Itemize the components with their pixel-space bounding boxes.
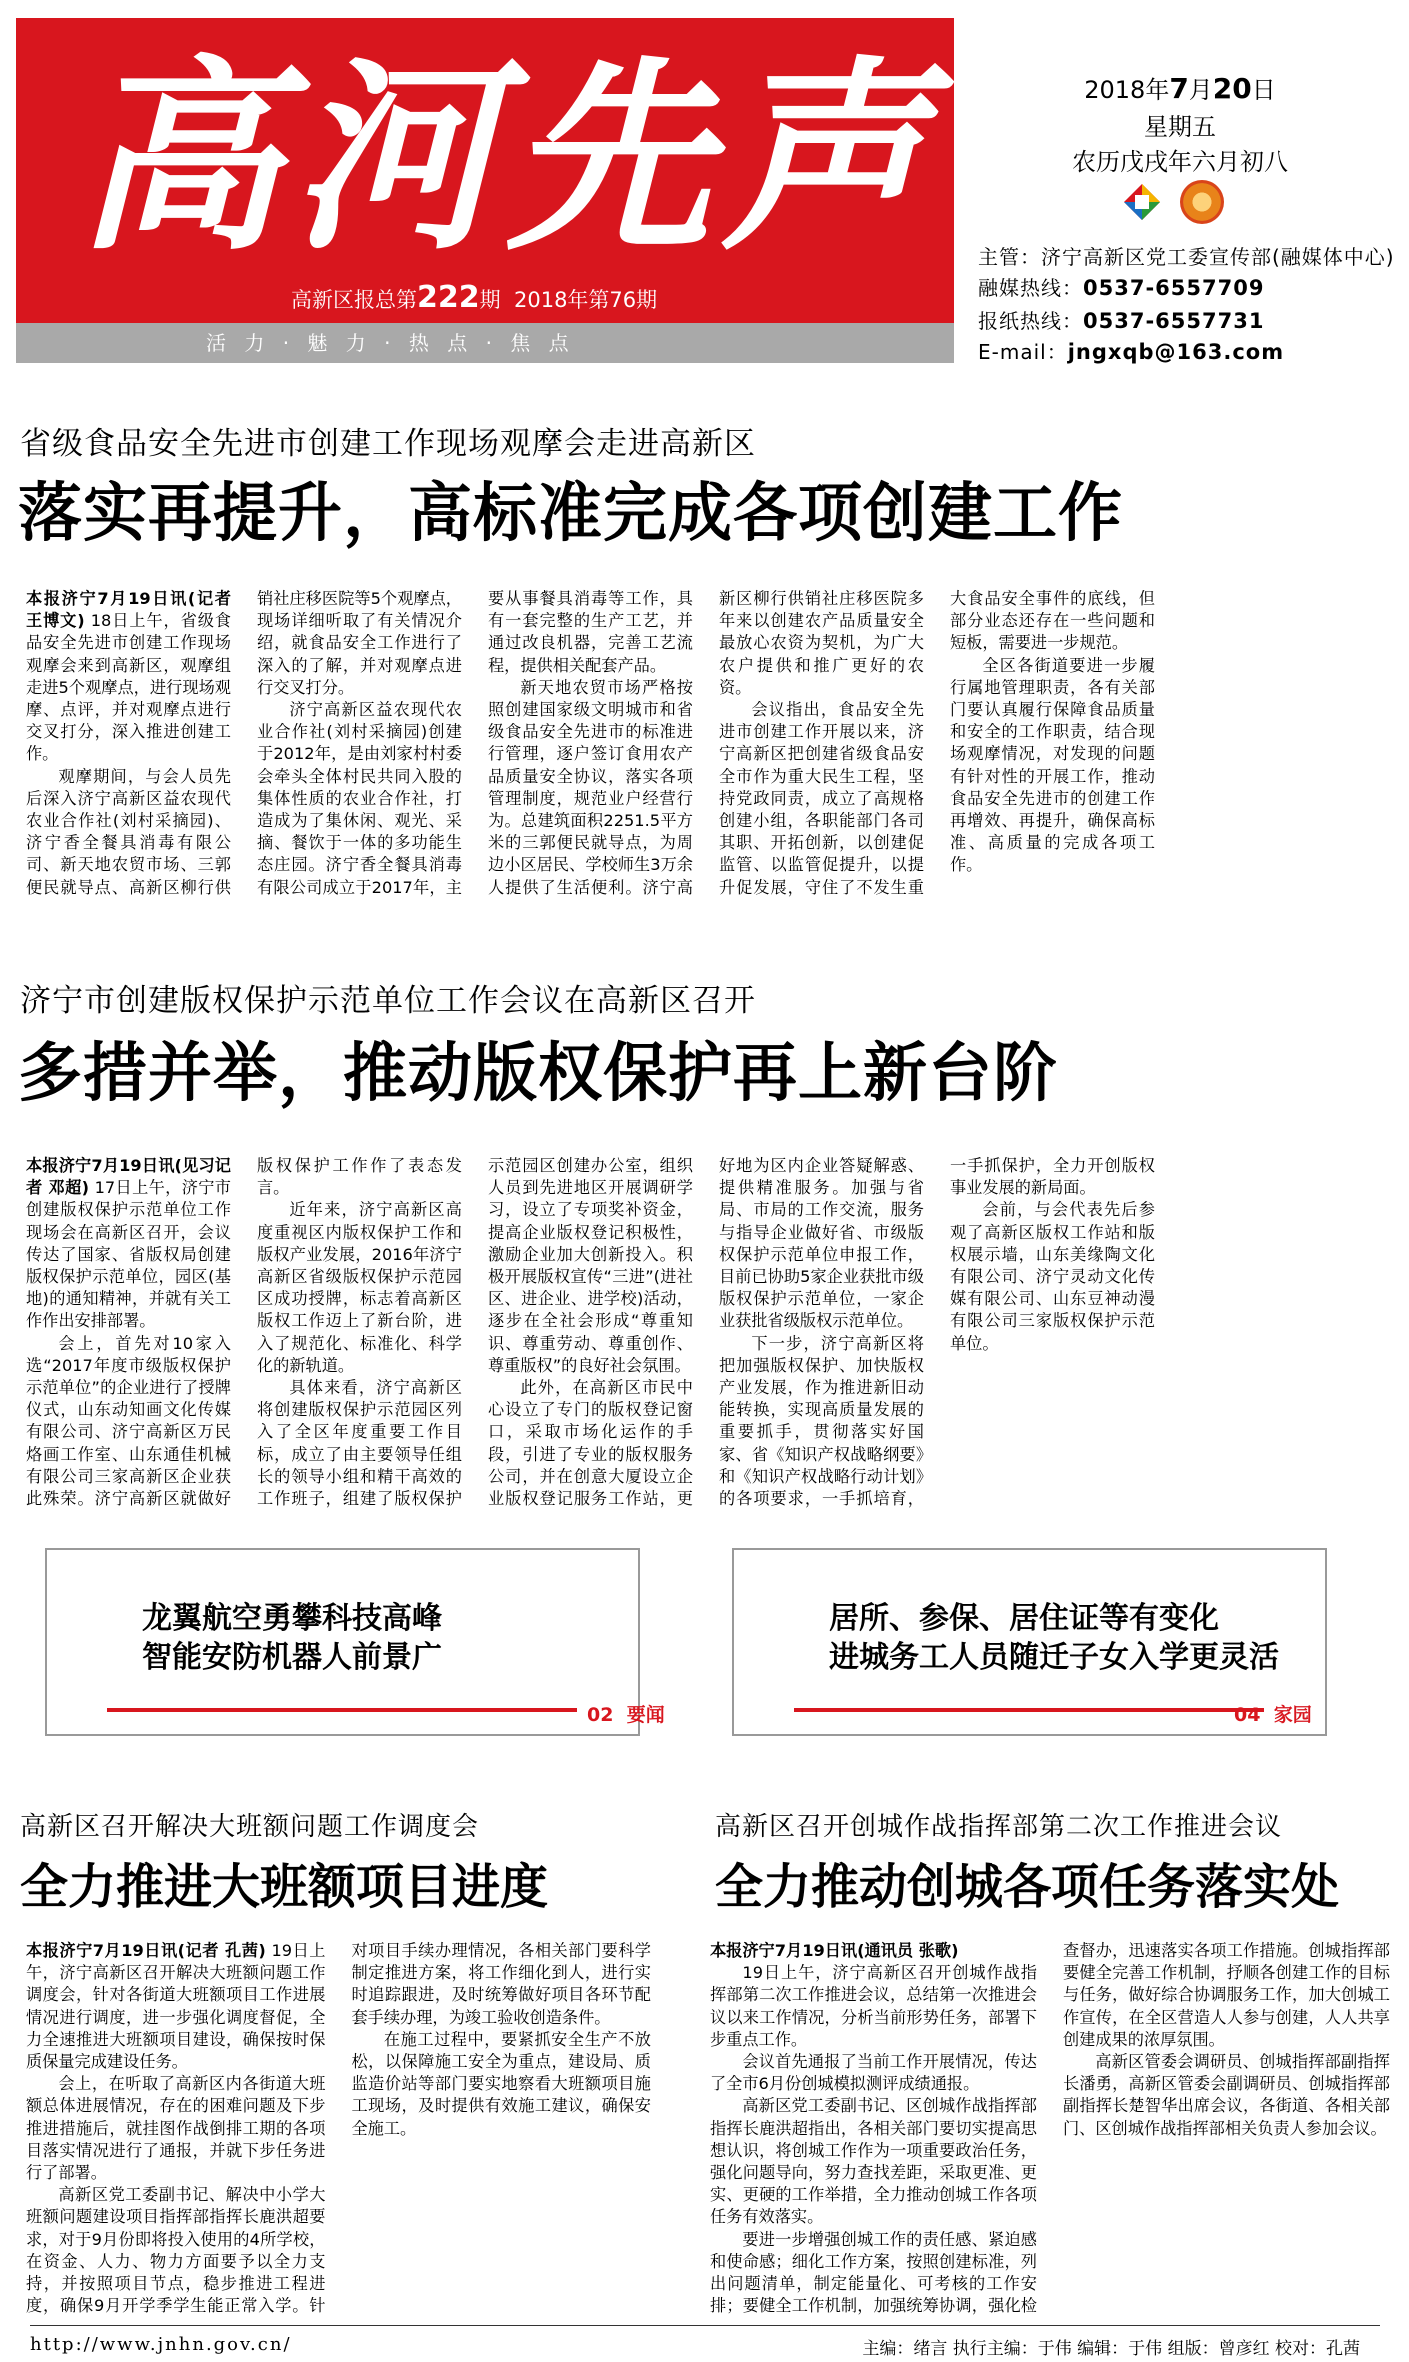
media-center-logo-icon	[1180, 180, 1224, 224]
article1-kicker: 省级食品安全先进市创建工作现场观摩会走进高新区	[20, 426, 756, 462]
article2-dateline: 本报济宁7月19日讯(见习记者 邓超)	[26, 1156, 231, 1198]
teaser-box-left[interactable]	[45, 1548, 665, 1736]
article2-paragraph: 下一步，济宁高新区将把加强版权保护、加快版权产业发展，作为推进新旧动能转换，实现高质量发展的重要抓手，贯彻落实好国家、省《知识产权战略纲要》和《知识产权战略行动计划》的各项要求，一手抓培育，一手抓保护，全力开创版权事业发展的新局面。	[719, 1156, 1155, 1509]
teaser-box-right[interactable]	[732, 1548, 1327, 1736]
article1-dateline: 本报济宁7月19日讯(记者 王博文)	[26, 589, 231, 631]
issue-number: 高新区报总第222期 2018年第76期	[291, 280, 658, 315]
email-contact: E-mail：jngxqb@163.com	[978, 340, 1285, 364]
website-link[interactable]: http://www.jnhn.gov.cn/	[30, 2334, 292, 2355]
article3-body: 本报济宁7月19日讯(记者 孔茜) 19日上午，济宁高新区召开解决大班额问题工作调度会，针对各街道大班额项目工作进展情况进行调度，进一步强化调度督促，全力全速推进大班额项目建设，确保按时保质保量完成建设任务。 会上，在听取了高新区内各街道大班额总体进展情况，存在的困难问题及下步推进措施后，就挂图作战倒排工期的各项目落实情况进行了通报，并就下步任务进行了部署。 高新区党工委副书记、解决中小学大班额问题建设项目指挥部指挥长鹿洪超要求，对于9月份即将投入使用的4所学校，在资金、人力、物力方面要予以全力支持，并按照项目节点，稳步推进工程进度，确保9月开学季学生能正常入学。针对项目手续办理情况，各相关部门要科学制定推进方案，将工作细化到人，进行实时追踪跟进，及时统筹做好项目各环节配套手续办理，为竣工验收创造条件。 在施工过程中，要紧抓安全生产不放松，以保障施工安全为重点，建设局、质监造价站等部门要实地察看大班额项目施工现场，及时提供有效施工建议，确保安全施工。	[26, 1940, 651, 2320]
article3-headline: 全力推进大班额项目进度	[20, 1859, 549, 1915]
article3-paragraph: 会上，在听取了高新区内各街道大班额总体进展情况，存在的困难问题及下步推进措施后，就挂图作战倒排工期的各项目落实情况进行了通报，并就下步任务进行了部署。	[26, 2074, 326, 2183]
masthead	[16, 18, 954, 363]
article3-paragraph: 高新区党工委副书记、解决中小学大班额问题建设项目指挥部指挥长鹿洪超要求，对于9月份即将投入使用的4所学校，在资金、人力、物力方面要予以全力支持，并按照项目节点，稳步推进工程进度，确保9月开学季学生能正常入学。针对项目手续办理情况，各相关部门要科学制定推进方案，将工作细化到人，进行实时追踪跟进，及时统筹做好项目各环节配套手续办理，为竣工验收创造条件。	[26, 1941, 651, 2316]
article4-paragraph: 19日上午，济宁高新区召开创城作战指挥部第二次工作推进会议，总结第一次推进会议以来工作情况，分析当前形势任务，部署下步重点工作。	[710, 1963, 1037, 2049]
teaser-left-bar	[107, 1708, 577, 1712]
lunar-date: 农历戊戌年六月初八	[1072, 148, 1288, 176]
footer	[30, 2325, 1380, 2359]
paper-hotline: 报纸热线：0537-6557731	[978, 309, 1265, 333]
article1-paragraph: 济宁高新区益农现代农业合作社(刘村采摘园)创建于2012年，是由刘家村村委会牵头全体村民共同入股的集体性质的农业合作社，打造成为了集休闲、观光、采摘、餐饮于一体的多功能生态庄园。济宁香全餐具消毒有限公司成立于2017年，主要从事餐具消毒等工作，具有一套完整的生产工艺，并通过改良机器，完善工艺流程，提供相关配套产品。	[257, 589, 693, 897]
slogan-bar: 活 力 · 魅 力 · 热 点 · 焦 点	[16, 323, 954, 363]
teaser-left-line1: 龙翼航空勇攀科技高峰	[142, 1601, 442, 1636]
weekday: 星期五	[1144, 113, 1216, 141]
sponsor-info: 主管：济宁高新区党工委宣传部(融媒体中心)	[978, 245, 1395, 269]
article2-body: 本报济宁7月19日讯(见习记者 邓超) 17日上午，济宁市创建版权保护示范单位工作现场会在高新区召开，会议传达了国家、省版权局创建版权保护示范单位，园区(基地)的通知精神，并就有关工作作出安排部署。 会上，首先对10家入选“2017年度市级版权保护示范单位”的企业进行了授牌仪式，山东动知画文化传媒有限公司、济宁高新区万民烙画工作室、山东通佳机械有限公司三家高新区企业获此殊荣。济宁高新区就做好版权保护工作作了表态发言。 近年来，济宁高新区高度重视区内版权保护工作和版权产业发展，2016年济宁高新区省级版权保护示范园区成功授牌，标志着高新区版权工作迈上了新台阶，进入了规范化、标准化、科学化的新轨道。 具体来看，济宁高新区将创建版权保护示范园区列入了全区年度重要工作目标，成立了由主要领导任组长的领导小组和精干高效的工作班子，组建了版权保护示范园区创建办公室，组织人员到先进地区开展调研学习，设立了专项奖补资金，提高企业版权登记积极性，激励企业加大创新投入。积极开展版权宣传“三进”(进社区、进企业、进学校)活动，逐步在全社会形成“尊重知识、尊重劳动、尊重创作、尊重版权”的良好社会氛围。 此外，在高新区市民中心设立了专门的版权登记窗口，采取市场化运作的手段，引进了专业的版权服务公司，并在创意大厦设立企业版权登记服务工作站，更好地为区内企业答疑解惑、提供精准服务。加强与省局、市局的工作交流，服务与指导企业做好省、市级版权保护示范单位申报工作，目前已协助5家企业获批市级版权保护示范单位，一家企业获批省级版权示范单位。 下一步，济宁高新区将把加强版权保护、加快版权产业发展，作为推进新旧动能转换，实现高质量发展的重要抓手，贯彻落实好国家、省《知识产权战略纲要》和《知识产权战略行动计划》的各项要求，一手抓培育，一手抓保护，全力开创版权事业发展的新局面。 会前，与会代表先后参观了高新区版权工作站和版权展示墙，山东美缘陶文化有限公司、济宁灵动文化传媒有限公司、山东豆神动漫有限公司三家版权保护示范单位。	[26, 1155, 1386, 1512]
article1-paragraph: 会议指出，食品安全先进市创建工作开展以来，济宁高新区把创建省级食品安全市作为重大民生工程，坚持党政同责，成立了高规格创建小组，各职能部门各司其职、开拓创新，以创建促监管、以监管促提升，以提升促发展，守住了不发生重大食品安全事件的底线，但部分业态还存在一些问题和短板，需要进一步规范。	[719, 589, 1155, 897]
article1-paragraph: 新天地农贸市场严格按照创建国家级文明城市和省级食品安全先进市的标准进行管理，逐户签订食用农产品质量安全协议，落实各项管理制度，规范业户经营行为。总建筑面积2251.5平方米的三郭便民就导点，为周边小区居民、学校师生3万余人提供了生活便利。济宁高新区柳行供销社庄移医院多年来以创建农产品质量安全最放心农资为契机，为广大农户提供和推广更好的农资。	[488, 589, 924, 897]
article4-paragraph: 高新区管委会调研员、创城指挥部副指挥长潘勇，高新区管委会副调研员、创城指挥部副指挥长楚智华出席会议，各街道、各相关部门、区创城作战指挥部相关负责人参加会议。	[1063, 2052, 1390, 2138]
teaser-right-bar	[794, 1708, 1264, 1712]
article1-paragraph: 全区各街道要进一步履行属地管理职责，各有关部门要认真履行保障食品质量和安全的工作职责，结合现场观摩情况，对发现的问题有针对性的开展工作，推动食品安全先进市的创建工作再增效、再提升，确保高标准、高质量的完成各项工作。	[950, 655, 1155, 875]
article3-paragraph: 在施工过程中，要紧抓安全生产不放松，以保障施工安全为重点，建设局、质监造价站等部门要实地察看大班额项目施工现场，及时提供有效施工建议，确保安全施工。	[351, 2029, 651, 2138]
teaser-right-page: 04 家园	[1234, 1704, 1312, 1726]
teaser-left-line2: 智能安防机器人前景广	[142, 1640, 442, 1675]
newspaper-title: 高河先声	[76, 38, 936, 278]
party-emblem-icon	[1120, 180, 1164, 224]
teaser-right-line1: 居所、参保、居住证等有变化	[829, 1601, 1219, 1636]
publish-date: 2018年7月20日	[1084, 72, 1276, 105]
teaser-left-page: 02 要闻	[587, 1704, 665, 1726]
article1-headline: 落实再提升，高标准完成各项创建工作	[18, 477, 1123, 551]
article3-dateline: 本报济宁7月19日讯(记者 孔茜)	[26, 1941, 266, 1960]
article2-paragraph: 此外，在高新区市民中心设立了专门的版权登记窗口，采取市场化运作的手段，引进了专业的版权服务公司，并在创意大厦设立企业版权登记服务工作站，更好地为区内企业答疑解惑、提供精准服务。加强与省局、市局的工作交流，服务与指导企业做好省、市级版权保护示范单位申报工作，目前已协助5家企业获批市级版权保护示范单位，一家企业获批省级版权示范单位。	[488, 1156, 924, 1509]
article4-headline: 全力推动创城各项任务落实处	[715, 1859, 1340, 1915]
editorial-credits: 主编：绪言 执行主编：于伟 编辑：于伟 组版：曾彦红 校对：孔茜	[862, 2339, 1360, 2359]
article4-body	[710, 1940, 1390, 2320]
article3-kicker: 高新区召开解决大班额问题工作调度会	[20, 1812, 480, 1842]
article4-paragraph: 要进一步增强创城工作的责任感、紧迫感和使命感；细化工作方案，按照创建标准，列出问题清单，制定能量化、可考核的工作安排；要健全工作机制，加强统筹协调，强化检查督办，迅速落实各项工作措施。创城指挥部要健全完善工作机制，抒顺各创建工作的目标与任务，做好综合协调服务工作，加大创城工作宣传，在全区营造人人参与创建，人人共享创建成果的浓厚氛围。	[710, 1941, 1390, 2316]
teaser-right-line2: 进城务工人员随迁子女入学更灵活	[829, 1640, 1279, 1675]
article2-paragraph: 近年来，济宁高新区高度重视区内版权保护工作和版权产业发展，2016年济宁高新区省级版权保护示范园区成功授牌，标志着高新区版权工作迈上了新台阶，进入了规范化、标准化、科学化的新轨道。	[257, 1200, 462, 1375]
article4-kicker: 高新区召开创城作战指挥部第二次工作推进会议	[715, 1812, 1283, 1842]
article4-paragraph: 会议首先通报了当前工作开展情况，传达了全市6月份创城模拟测评成绩通报。	[710, 2052, 1037, 2094]
article2-kicker: 济宁市创建版权保护示范单位工作会议在高新区召开	[20, 983, 756, 1019]
article2-paragraph: 会前，与会代表先后参观了高新区版权工作站和版权展示墙，山东美缘陶文化有限公司、济宁灵动文化传媒有限公司、山东豆神动漫有限公司三家版权保护示范单位。	[950, 1200, 1155, 1353]
media-hotline: 融媒热线：0537-6557709	[978, 276, 1265, 300]
article1-body: 本报济宁7月19日讯(记者 王博文) 18日上午，省级食品安全先进市创建工作现场观摩会来到高新区，观摩组走进5个观摩点，进行现场观摩、点评，并对观摩点进行交叉打分，深入推进创建工作。 观摩期间，与会人员先后深入济宁高新区益农现代农业合作社(刘村采摘园)、济宁香全餐具消毒有限公司、新天地农贸市场、三郭便民就导点、高新区柳行供销社庄移医院等5个观摩点，现场详细听取了有关情况介绍，就食品安全工作进行了深入的了解，并对观摩点进行交叉打分。 济宁高新区益农现代农业合作社(刘村采摘园)创建于2012年，是由刘家村村委会牵头全体村民共同入股的集体性质的农业合作社，打造成为了集休闲、观光、采摘、餐饮于一体的多功能生态庄园。济宁香全餐具消毒有限公司成立于2017年，主要从事餐具消毒等工作，具有一套完整的生产工艺，并通过改良机器，完善工艺流程，提供相关配套产品。 新天地农贸市场严格按照创建国家级文明城市和省级食品安全先进市的标准进行管理，逐户签订食用农产品质量安全协议，落实各项管理制度，规范业户经营行为。总建筑面积2251.5平方米的三郭便民就导点，为周边小区居民、学校师生3万余人提供了生活便利。济宁高新区柳行供销社庄移医院多年来以创建农产品质量安全最放心农资为契机，为广大农户提供和推广更好的农资。 会议指出，食品安全先进市创建工作开展以来，济宁高新区把创建省级食品安全市作为重大民生工程，坚持党政同责，成立了高规格创建小组，各职能部门各司其职、开拓创新，以创建促监管、以监管促提升，以提升促发展，守住了不发生重大食品安全事件的底线，但部分业态还存在一些问题和短板，需要进一步规范。 全区各街道要进一步履行属地管理职责，各有关部门要认真履行保障食品质量和安全的工作职责，结合现场观摩情况，对发现的问题有针对性的开展工作，推动食品安全先进市的创建工作再增效、再提升，确保高标准、高质量的完成各项工作。	[26, 588, 1386, 918]
article1-paragraph: 观摩期间，与会人员先后深入济宁高新区益农现代农业合作社(刘村采摘园)、济宁香全餐具消毒有限公司、新天地农贸市场、三郭便民就导点、高新区柳行供销社庄移医院等5个观摩点，现场详细听取了有关情况介绍，就食品安全工作进行了深入的了解，并对观摩点进行交叉打分。	[26, 589, 462, 897]
article4-paragraph: 高新区党工委副书记、区创城作战指挥部指挥长鹿洪超指出，各相关部门要切实提高思想认识，将创城工作作为一项重要政治任务，强化问题导向，努力查找差距，采取更准、更实、更硬的工作举措，全力推动创城工作各项任务有效落实。	[710, 2096, 1037, 2227]
article2-paragraph: 具体来看，济宁高新区将创建版权保护示范园区列入了全区年度重要工作目标，成立了由主要领导任组长的领导小组和精干高效的工作班子，组建了版权保护示范园区创建办公室，组织人员到先进地区开展调研学习，设立了专项奖补资金，提高企业版权登记积极性，激励企业加大创新投入。积极开展版权宣传“三进”(进社区、进企业、进学校)活动，逐步在全社会形成“尊重知识、尊重劳动、尊重创作、尊重版权”的良好社会氛围。	[257, 1156, 693, 1509]
article2-paragraph: 会上，首先对10家入选“2017年度市级版权保护示范单位”的企业进行了授牌仪式，山东动知画文化传媒有限公司、济宁高新区万民烙画工作室、山东通佳机械有限公司三家高新区企业获此殊荣。济宁高新区就做好版权保护工作作了表态发言。	[26, 1156, 462, 1509]
article4-dateline: 本报济宁7月19日讯(通讯员 张歌)	[710, 1941, 959, 1960]
article2-headline: 多措并举，推动版权保护再上新台阶	[18, 1037, 1058, 1111]
